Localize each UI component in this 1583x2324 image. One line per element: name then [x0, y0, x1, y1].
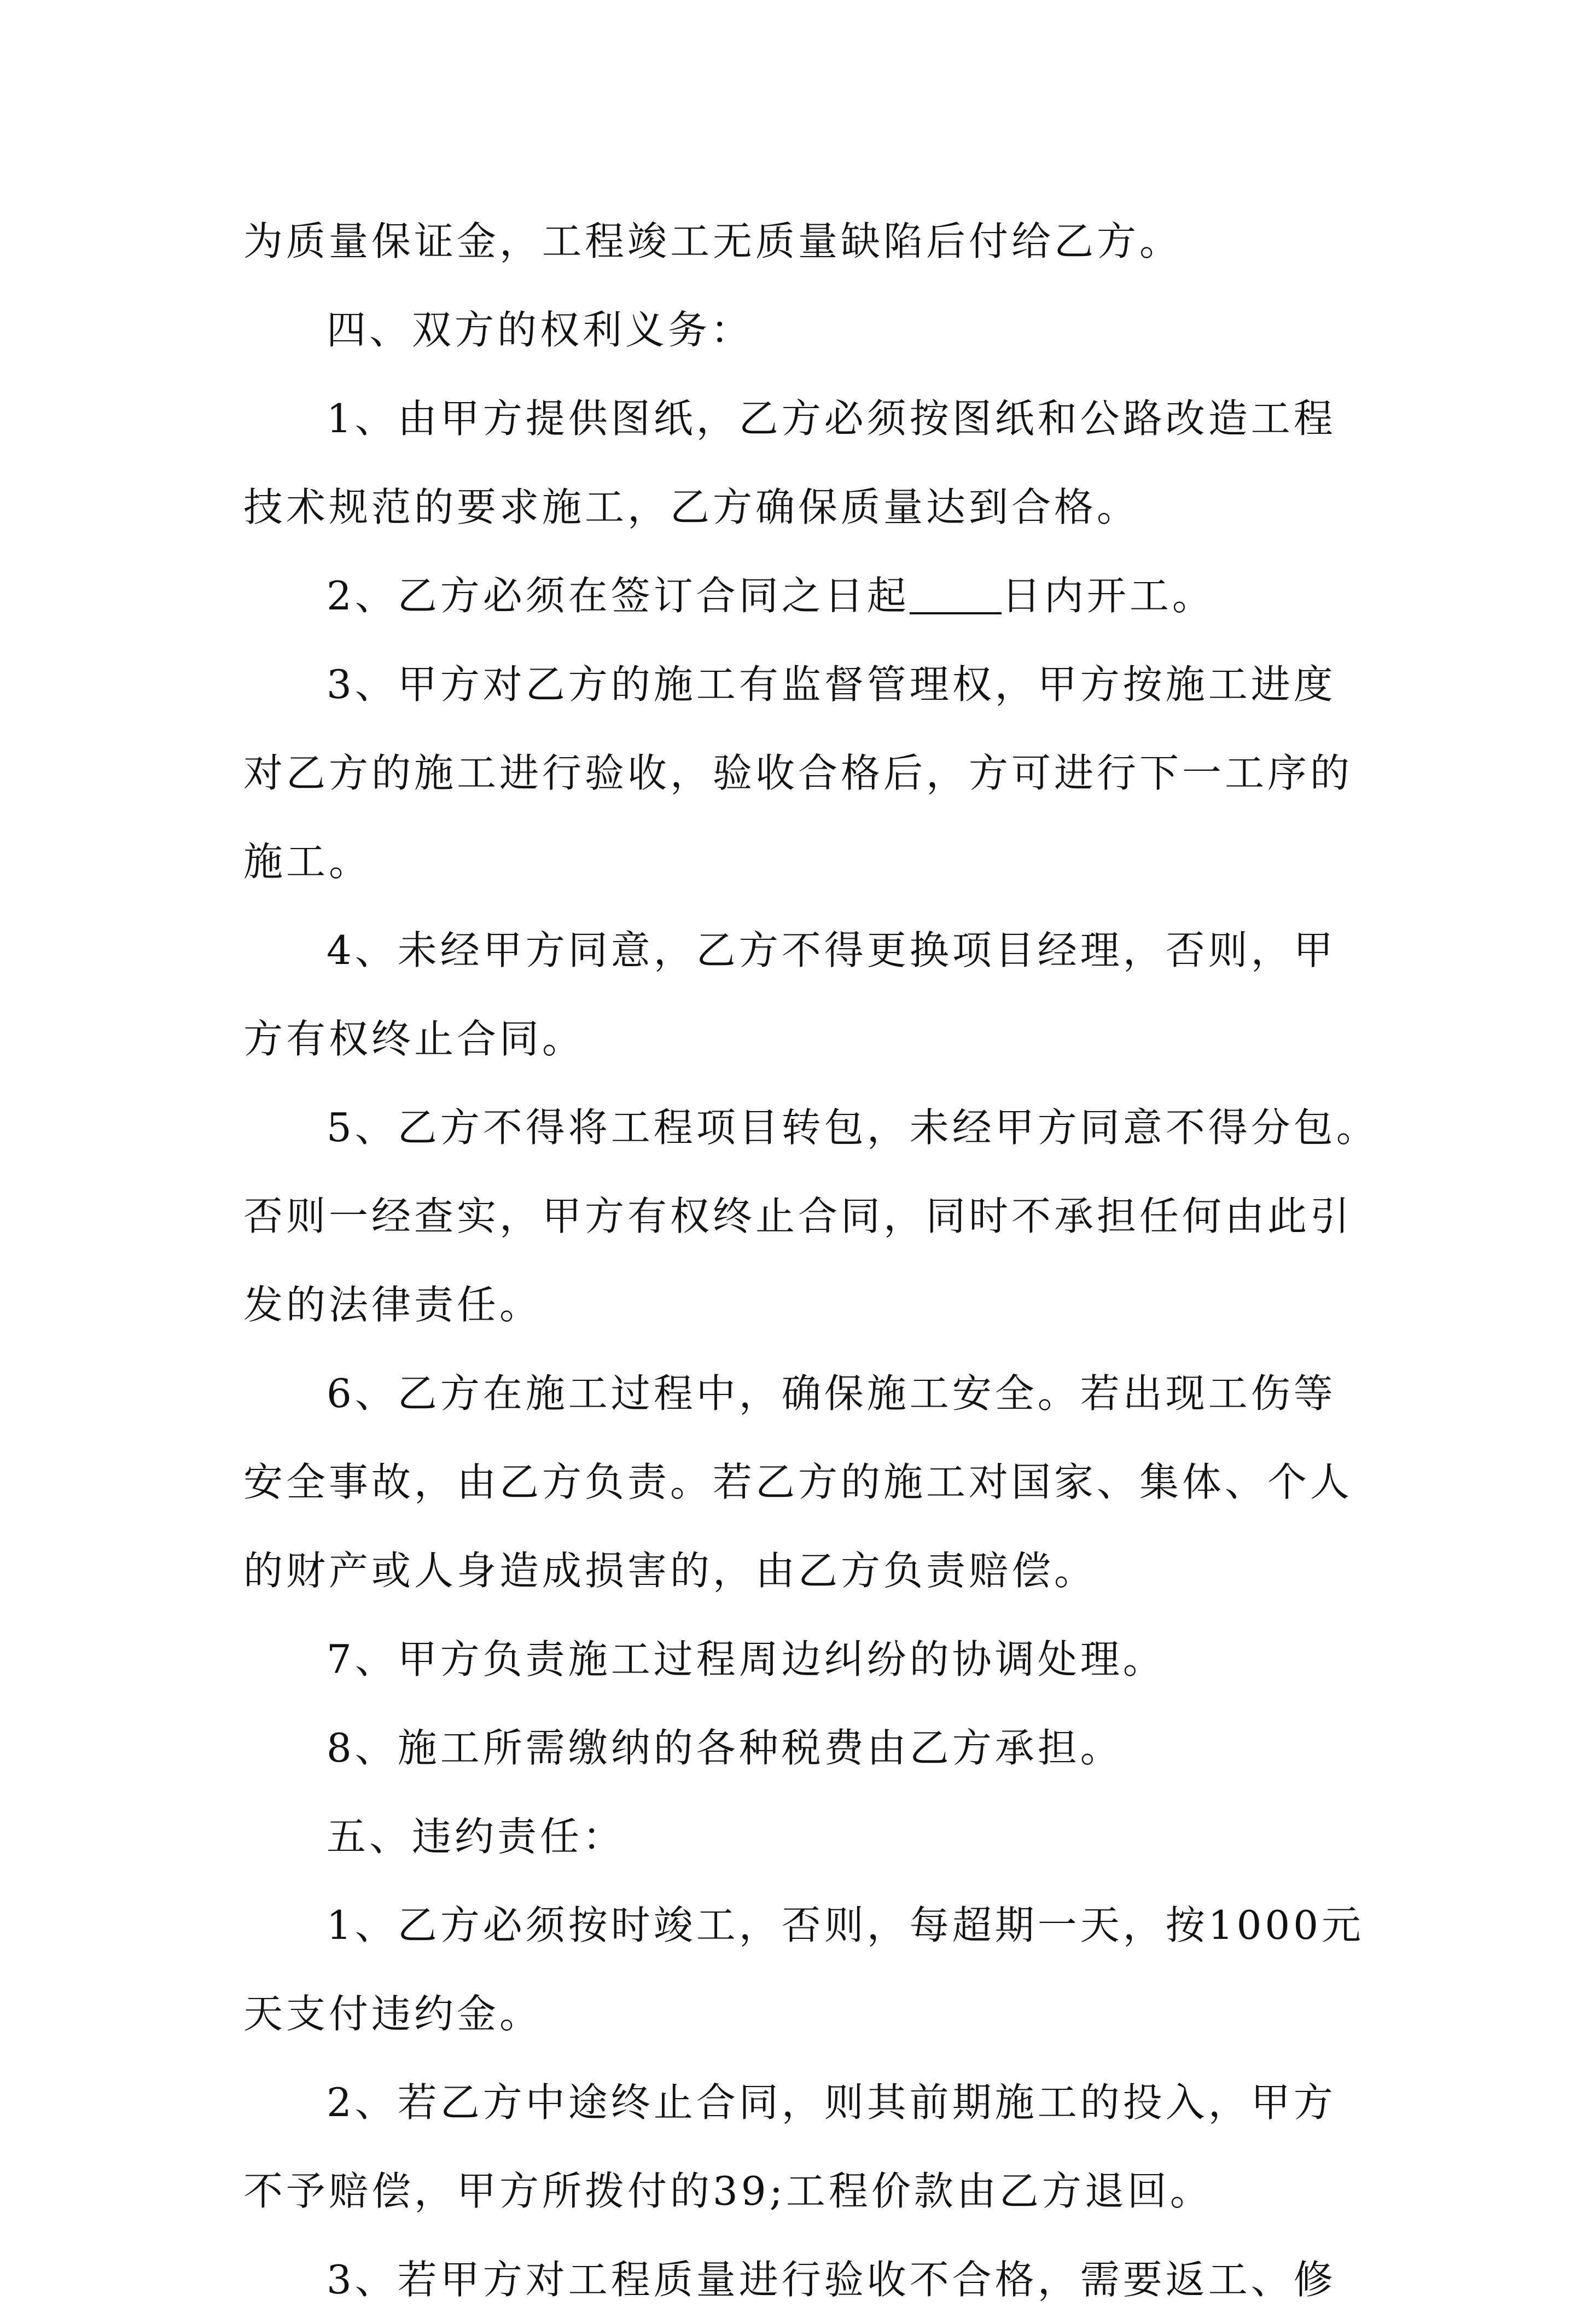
text-segment: 2、乙方必须在签订合同之日起 [327, 573, 910, 619]
text-line: 对乙方的施工进行验收，验收合格后，方可进行下一工序的 [243, 750, 1353, 796]
text-segment: 日内开工。 [1001, 573, 1215, 619]
text-line: 6、乙方在施工过程中，确保施工安全。若出现工伤等 [327, 1370, 1336, 1416]
text-line: 2、若乙方中途终止合同，则其前期施工的投入，甲方 [327, 2079, 1336, 2125]
text-line: 天支付违约金。 [243, 1991, 543, 2037]
text-line: 3、若甲方对工程质量进行验收不合格，需要返工、修 [327, 2257, 1336, 2303]
text-line-with-blank [243, 551, 1348, 640]
text-line: 为质量保证金，工程竣工无质量缺陷后付给乙方。 [243, 218, 1183, 264]
text-line: 发的法律责任。 [243, 1282, 543, 1328]
text-line: 5、乙方不得将工程项目转包，未经甲方同意不得分包。 [327, 1105, 1379, 1151]
text-line: 施工。 [243, 839, 372, 885]
text-line: 1、由甲方提供图纸，乙方必须按图纸和公路改造工程 [327, 396, 1336, 441]
text-line: 3、甲方对乙方的施工有监督管理权，甲方按施工进度 [327, 661, 1336, 707]
text-line: 安全事故，由乙方负责。若乙方的施工对国家、集体、个人 [243, 1459, 1353, 1505]
text-line: 的财产或人身造成损害的，由乙方负责赔偿。 [243, 1548, 1097, 1594]
document-body [243, 197, 1379, 2324]
text-line: 1、乙方必须按时竣工，否则，每超期一天，按1000元 [327, 1902, 1365, 1948]
text-line: 方有权终止合同。 [243, 1016, 585, 1062]
section-heading: 四、双方的权利义务： [327, 307, 754, 353]
text-line: 7、甲方负责施工过程周边纠纷的协调处理。 [327, 1636, 1166, 1682]
text-line: 8、施工所需缴纳的各种税费由乙方承担。 [327, 1725, 1123, 1771]
text-line: 否则一经查实，甲方有权终止合同，同时不承担任何由此引 [243, 1193, 1353, 1239]
fill-in-blank [910, 579, 1002, 614]
section-heading: 五、违约责任： [327, 1814, 626, 1860]
text-line: 不予赔偿，甲方所拨付的39;工程价款由乙方退回。 [243, 2168, 1213, 2214]
text-line: 4、未经甲方同意，乙方不得更换项目经理，否则，甲 [327, 927, 1336, 973]
text-line: 技术规范的要求施工，乙方确保质量达到合格。 [243, 484, 1140, 530]
